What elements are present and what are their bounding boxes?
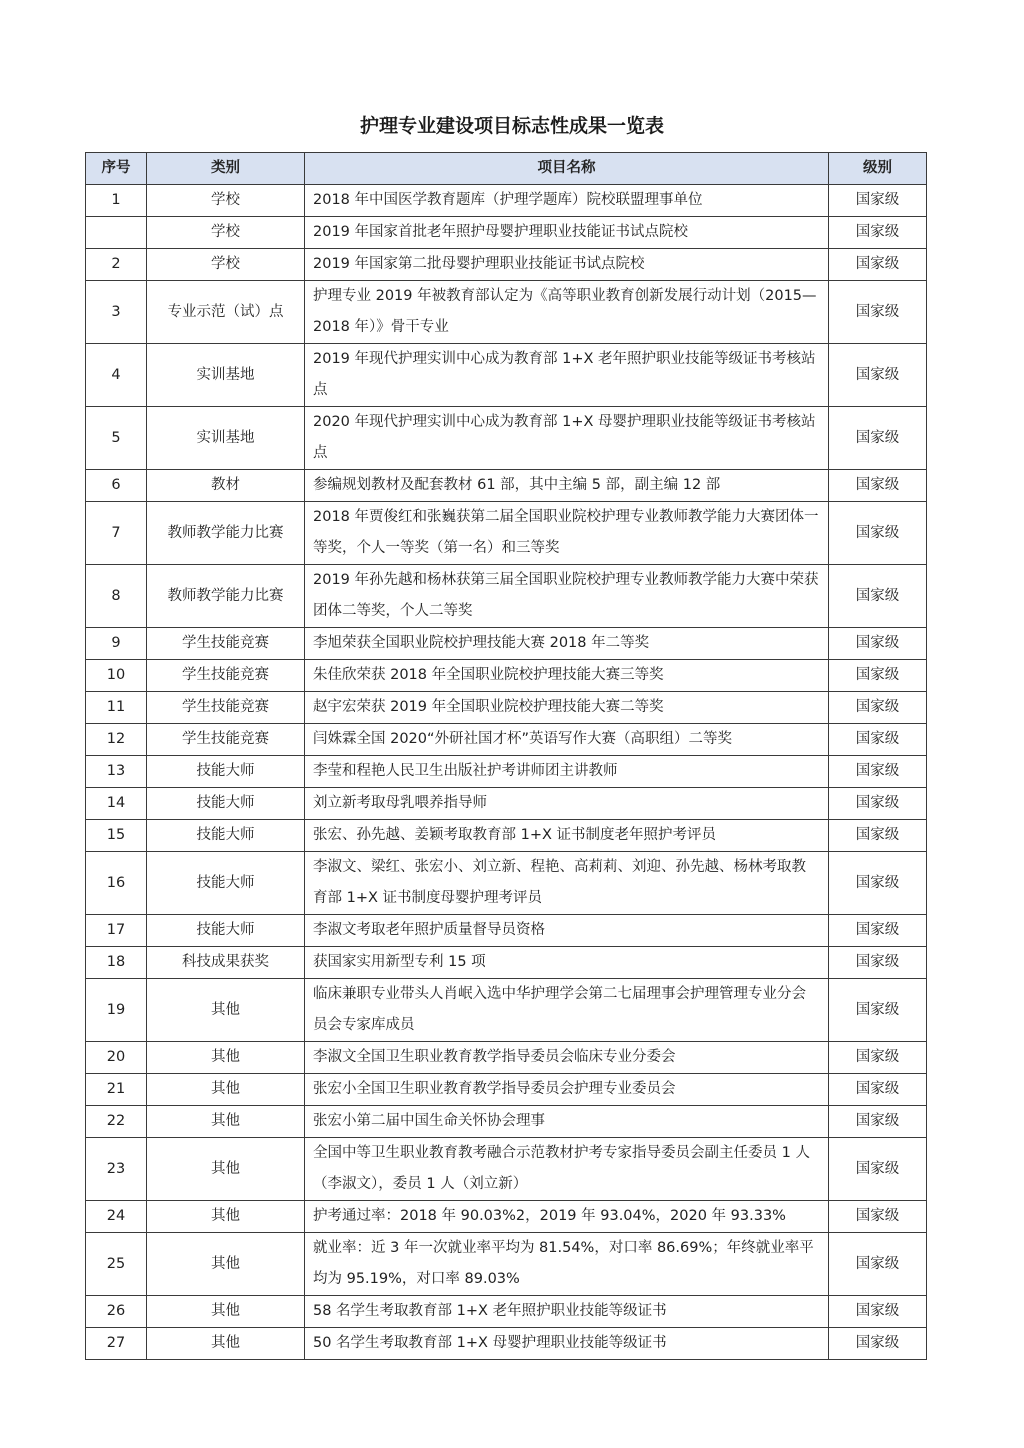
cell-seq: 8: [86, 565, 147, 628]
cell-category: 技能大师: [147, 788, 305, 820]
cell-seq: 15: [86, 820, 147, 852]
cell-level: 国家级: [829, 820, 927, 852]
cell-project-name: 临床兼职专业带头人肖岷入选中华护理学会第二七届理事会护理管理专业分会员会专家库成员: [305, 979, 829, 1042]
cell-seq: 24: [86, 1201, 147, 1233]
table-row: [86, 1233, 927, 1296]
cell-project-name: 全国中等卫生职业教育教考融合示范教材护考专家指导委员会副主任委员 1 人（李淑文），委员 1 人（刘立新）: [305, 1138, 829, 1201]
table-row: [86, 692, 927, 724]
cell-level: 国家级: [829, 724, 927, 756]
cell-level: 国家级: [829, 407, 927, 470]
table-row: [86, 628, 927, 660]
cell-level: 国家级: [829, 1328, 927, 1360]
cell-category: 其他: [147, 1328, 305, 1360]
cell-seq: 14: [86, 788, 147, 820]
cell-category: 教师教学能力比赛: [147, 502, 305, 565]
cell-seq: 7: [86, 502, 147, 565]
cell-seq: 10: [86, 660, 147, 692]
cell-category: 学生技能竞赛: [147, 660, 305, 692]
table-row: [86, 407, 927, 470]
table-body: [86, 185, 927, 1360]
cell-level: 国家级: [829, 344, 927, 407]
table-row: [86, 344, 927, 407]
cell-seq: 18: [86, 947, 147, 979]
cell-project-name: 2019 年国家第二批母婴护理职业技能证书试点院校: [305, 249, 829, 281]
cell-project-name: 护理专业 2019 年被教育部认定为《高等职业教育创新发展行动计划（2015—2018 年）》骨干专业: [305, 281, 829, 344]
cell-seq: 9: [86, 628, 147, 660]
cell-seq: 2: [86, 249, 147, 281]
cell-category: 专业示范（试）点: [147, 281, 305, 344]
page-title: 护理专业建设项目标志性成果一览表: [359, 115, 664, 137]
cell-level: 国家级: [829, 1201, 927, 1233]
cell-level: 国家级: [829, 692, 927, 724]
cell-category: 学生技能竞赛: [147, 724, 305, 756]
cell-seq: 3: [86, 281, 147, 344]
cell-category: 其他: [147, 979, 305, 1042]
cell-project-name: 50 名学生考取教育部 1+X 母婴护理职业技能等级证书: [305, 1328, 829, 1360]
cell-level: 国家级: [829, 1074, 927, 1106]
cell-level: 国家级: [829, 470, 927, 502]
cell-category: 技能大师: [147, 756, 305, 788]
cell-project-name: 李莹和程艳人民卫生出版社护考讲师团主讲教师: [305, 756, 829, 788]
table-row: [86, 502, 927, 565]
cell-project-name: 就业率：近 3 年一次就业率平均为 81.54%，对口率 86.69%；年终就业率平均为 95.19%，对口率 89.03%: [305, 1233, 829, 1296]
table-row: [86, 281, 927, 344]
cell-category: 其他: [147, 1042, 305, 1074]
cell-category: 其他: [147, 1201, 305, 1233]
cell-level: 国家级: [829, 788, 927, 820]
cell-category: 学生技能竞赛: [147, 628, 305, 660]
cell-seq: 21: [86, 1074, 147, 1106]
cell-category: 其他: [147, 1233, 305, 1296]
table-row: [86, 185, 927, 217]
cell-level: 国家级: [829, 628, 927, 660]
cell-category: 其他: [147, 1106, 305, 1138]
table-row: [86, 788, 927, 820]
cell-seq: 11: [86, 692, 147, 724]
table-row: [86, 915, 927, 947]
table-row: [86, 724, 927, 756]
table-row: [86, 1296, 927, 1328]
cell-category: 科技成果获奖: [147, 947, 305, 979]
cell-category: 技能大师: [147, 915, 305, 947]
cell-project-name: 2018 年中国医学教育题库（护理学题库）院校联盟理事单位: [305, 185, 829, 217]
header-category: 类别: [147, 153, 305, 185]
cell-project-name: 护考通过率：2018 年 90.03%2，2019 年 93.04%，2020 年 93.33%: [305, 1201, 829, 1233]
cell-level: 国家级: [829, 852, 927, 915]
cell-seq: [86, 217, 147, 249]
cell-project-name: 张宏、孙先越、姜颖考取教育部 1+X 证书制度老年照护考评员: [305, 820, 829, 852]
cell-category: 技能大师: [147, 820, 305, 852]
cell-project-name: 刘立新考取母乳喂养指导师: [305, 788, 829, 820]
cell-project-name: 赵宇宏荣获 2019 年全国职业院校护理技能大赛二等奖: [305, 692, 829, 724]
cell-seq: 26: [86, 1296, 147, 1328]
cell-project-name: 2019 年国家首批老年照护母婴护理职业技能证书试点院校: [305, 217, 829, 249]
cell-level: 国家级: [829, 979, 927, 1042]
cell-seq: 22: [86, 1106, 147, 1138]
cell-seq: 16: [86, 852, 147, 915]
cell-project-name: 2020 年现代护理实训中心成为教育部 1+X 母婴护理职业技能等级证书考核站点: [305, 407, 829, 470]
results-table: [85, 152, 927, 1360]
cell-level: 国家级: [829, 185, 927, 217]
cell-seq: 5: [86, 407, 147, 470]
table-row: [86, 756, 927, 788]
cell-category: 学校: [147, 249, 305, 281]
table-row: [86, 470, 927, 502]
cell-seq: 19: [86, 979, 147, 1042]
cell-project-name: 李旭荣获全国职业院校护理技能大赛 2018 年二等奖: [305, 628, 829, 660]
cell-level: 国家级: [829, 502, 927, 565]
cell-project-name: 58 名学生考取教育部 1+X 老年照护职业技能等级证书: [305, 1296, 829, 1328]
cell-level: 国家级: [829, 915, 927, 947]
cell-seq: 17: [86, 915, 147, 947]
cell-project-name: 李淑文考取老年照护质量督导员资格: [305, 915, 829, 947]
cell-level: 国家级: [829, 1296, 927, 1328]
table-row: [86, 565, 927, 628]
cell-seq: 23: [86, 1138, 147, 1201]
table-row: [86, 1138, 927, 1201]
cell-level: 国家级: [829, 947, 927, 979]
cell-seq: 1: [86, 185, 147, 217]
table-row: [86, 1106, 927, 1138]
cell-project-name: 闫姝霖全国 2020“外研社国才杯”英语写作大赛（高职组）二等奖: [305, 724, 829, 756]
table-row: [86, 979, 927, 1042]
cell-seq: 27: [86, 1328, 147, 1360]
cell-seq: 13: [86, 756, 147, 788]
header-name: 项目名称: [305, 153, 829, 185]
cell-project-name: 张宏小第二届中国生命关怀协会理事: [305, 1106, 829, 1138]
cell-project-name: 参编规划教材及配套教材 61 部，其中主编 5 部，副主编 12 部: [305, 470, 829, 502]
cell-category: 实训基地: [147, 407, 305, 470]
cell-level: 国家级: [829, 217, 927, 249]
cell-project-name: 朱佳欣荣获 2018 年全国职业院校护理技能大赛三等奖: [305, 660, 829, 692]
cell-category: 其他: [147, 1074, 305, 1106]
cell-seq: 4: [86, 344, 147, 407]
cell-category: 学校: [147, 185, 305, 217]
cell-level: 国家级: [829, 281, 927, 344]
cell-level: 国家级: [829, 565, 927, 628]
cell-project-name: 张宏小全国卫生职业教育教学指导委员会护理专业委员会: [305, 1074, 829, 1106]
cell-seq: 6: [86, 470, 147, 502]
cell-category: 教材: [147, 470, 305, 502]
header-level: 级别: [829, 153, 927, 185]
cell-seq: 12: [86, 724, 147, 756]
cell-project-name: 2019 年现代护理实训中心成为教育部 1+X 老年照护职业技能等级证书考核站点: [305, 344, 829, 407]
cell-category: 教师教学能力比赛: [147, 565, 305, 628]
table-row: [86, 217, 927, 249]
cell-category: 其他: [147, 1138, 305, 1201]
header-seq: 序号: [86, 153, 147, 185]
table-row: [86, 1328, 927, 1360]
cell-project-name: 2019 年孙先越和杨林获第三届全国职业院校护理专业教师教学能力大赛中荣获团体二等奖，个人二等奖: [305, 565, 829, 628]
cell-level: 国家级: [829, 1138, 927, 1201]
cell-level: 国家级: [829, 1042, 927, 1074]
cell-level: 国家级: [829, 1233, 927, 1296]
table-row: [86, 1074, 927, 1106]
table-row: [86, 820, 927, 852]
cell-seq: 20: [86, 1042, 147, 1074]
table-row: [86, 1201, 927, 1233]
cell-project-name: 2018 年贾俊红和张巍获第二届全国职业院校护理专业教师教学能力大赛团体一等奖，个人一等奖（第一名）和三等奖: [305, 502, 829, 565]
table-row: [86, 249, 927, 281]
cell-category: 学生技能竞赛: [147, 692, 305, 724]
table-row: [86, 947, 927, 979]
cell-level: 国家级: [829, 660, 927, 692]
cell-project-name: 获国家实用新型专利 15 项: [305, 947, 829, 979]
cell-project-name: 李淑文、梁红、张宏小、刘立新、程艳、高莉莉、刘迎、孙先越、杨林考取教育部 1+X 证书制度母婴护理考评员: [305, 852, 829, 915]
cell-category: 技能大师: [147, 852, 305, 915]
cell-project-name: 李淑文全国卫生职业教育教学指导委员会临床专业分委会: [305, 1042, 829, 1074]
table-row: [86, 1042, 927, 1074]
table-row: [86, 660, 927, 692]
cell-seq: 25: [86, 1233, 147, 1296]
cell-level: 国家级: [829, 249, 927, 281]
table-header-row: [86, 153, 927, 185]
cell-category: 实训基地: [147, 344, 305, 407]
table-row: [86, 852, 927, 915]
cell-level: 国家级: [829, 1106, 927, 1138]
cell-category: 其他: [147, 1296, 305, 1328]
cell-category: 学校: [147, 217, 305, 249]
cell-level: 国家级: [829, 756, 927, 788]
